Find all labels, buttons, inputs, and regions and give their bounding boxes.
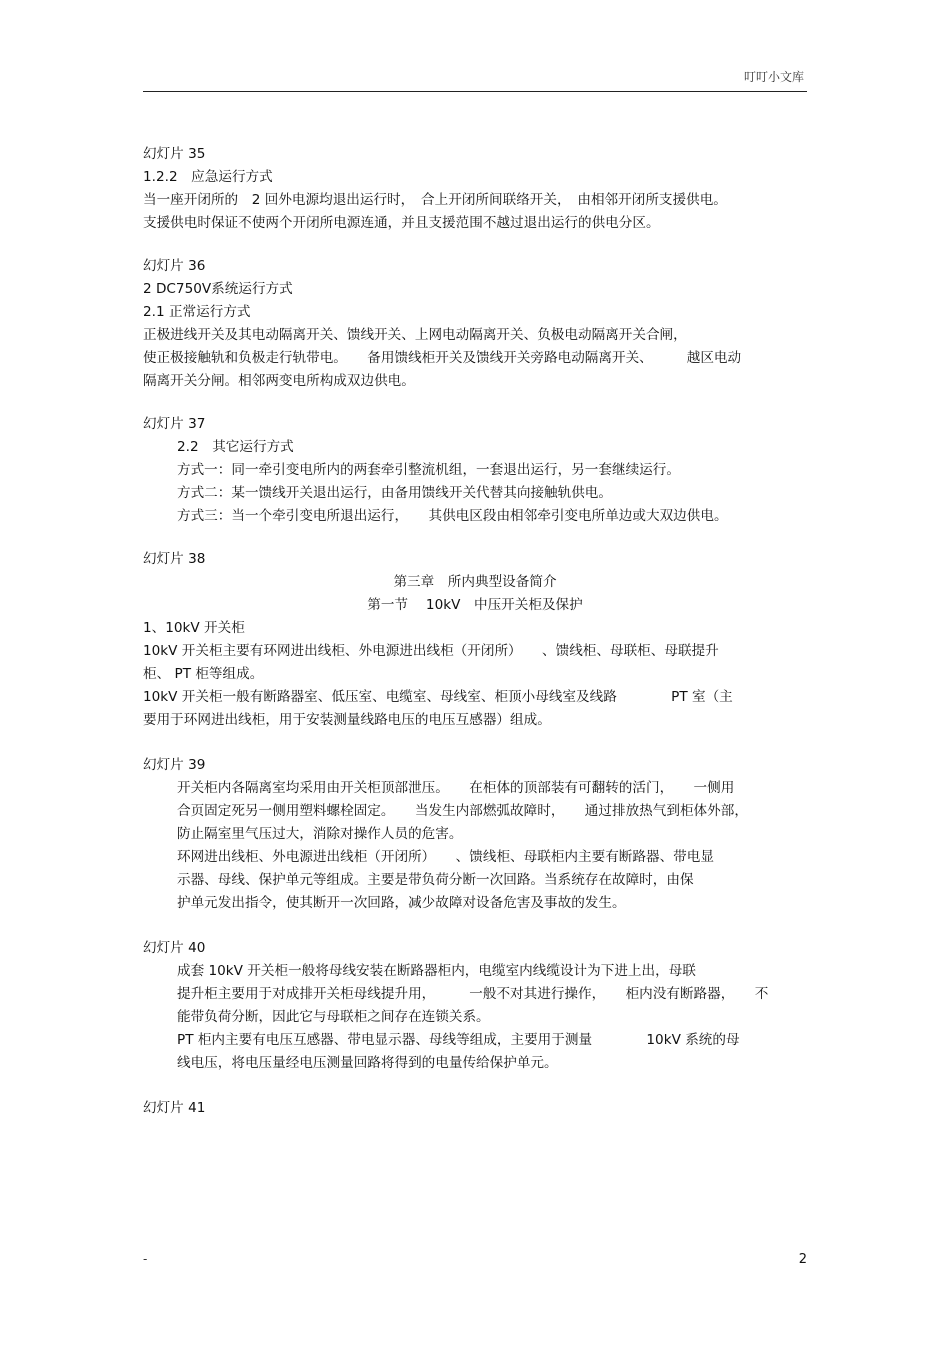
slide-41 xyxy=(143,1097,807,1120)
page-number: 2 xyxy=(798,1252,807,1267)
slide-label: 幻灯片 38 xyxy=(143,551,206,567)
paragraph-line: 环网进出线柜、外电源进出线柜（开闭所） 、馈线柜、母联柜内主要有断路器、带电显 xyxy=(177,849,714,865)
subheading: 2.1 正常运行方式 xyxy=(143,304,251,320)
slide-35 xyxy=(143,143,807,235)
paragraph-line: 护单元发出指令，使其断开一次回路，减少故障对设备危害及事故的发生。 xyxy=(177,895,626,911)
paragraph-line: 10kV 开关柜一般有断路器室、低压室、电缆室、母线室、柜顶小母线室及线路 PT 室（主 xyxy=(143,689,733,705)
paragraph-line: 提升柜主要用于对成排开关柜母线提升用， 一般不对其进行操作， 柜内没有断路器， 不 xyxy=(177,986,769,1002)
paragraph-line: 支援供电时保证不使两个开闭所电源连通，并且支援范围不越过退出运行的供电分区。 xyxy=(143,215,660,231)
paragraph-line: 能带负荷分断，因此它与母联柜之间存在连锁关系。 xyxy=(177,1009,490,1025)
header-rule xyxy=(143,91,807,92)
paragraph-line: 示器、母线、保护单元等组成。主要是带负荷分断一次回路。当系统存在故障时，由保 xyxy=(177,872,694,888)
paragraph-line: 隔离开关分闸。相邻两变电所构成双边供电。 xyxy=(143,373,415,389)
paragraph-line: 开关柜内各隔离室均采用由开关柜顶部泄压。 在柜体的顶部装有可翻转的活门， 一侧用 xyxy=(177,780,735,796)
paragraph-line: 当一座开闭所的 2 回外电源均退出运行时， 合上开闭所间联络开关， 由相邻开闭所支援供电。 xyxy=(143,192,727,208)
chapter-title: 第三章 所内典型设备简介 xyxy=(393,574,557,590)
paragraph-line: 10kV 开关柜主要有环网进出线柜、外电源进出线柜（开闭所） 、馈线柜、母联柜、母联提升 xyxy=(143,643,719,659)
paragraph-line: PT 柜内主要有电压互感器、带电显示器、母线等组成，主要用于测量 10kV 系统的母 xyxy=(177,1032,740,1048)
paragraph-line: 使正极接触轨和负极走行轨带电。 备用馈线柜开关及馈线开关旁路电动隔离开关、 越区电动 xyxy=(143,350,742,366)
subheading: 2.2 其它运行方式 xyxy=(177,439,294,455)
heading: 2 DC750V系统运行方式 xyxy=(143,281,293,297)
paragraph-line: 方式三：当一个牵引变电所退出运行， 其供电区段由相邻牵引变电所单边或大双边供电。 xyxy=(177,508,728,524)
footer-dash: - xyxy=(143,1252,148,1266)
slide-38 xyxy=(143,548,807,732)
slide-36 xyxy=(143,255,807,393)
slide-label: 幻灯片 35 xyxy=(143,146,206,162)
paragraph-line: 要用于环网进出线柜，用于安装测量线路电压的电压互感器）组成。 xyxy=(143,712,551,728)
slide-label: 幻灯片 41 xyxy=(143,1100,206,1116)
slide-label: 幻灯片 37 xyxy=(143,416,206,432)
slide-40 xyxy=(143,937,807,1075)
subheading: 1.2.2 应急运行方式 xyxy=(143,169,273,185)
paragraph-line: 柜、 PT 柜等组成。 xyxy=(143,666,264,682)
paragraph-line: 成套 10kV 开关柜一般将母线安装在断路器柜内，电缆室内线缆设计为下进上出，母联 xyxy=(177,963,696,979)
paragraph-line: 方式二：某一馈线开关退出运行，由备用馈线开关代替其向接触轨供电。 xyxy=(177,485,612,501)
section-title: 第一节 10kV 中压开关柜及保护 xyxy=(367,597,583,613)
slide-label: 幻灯片 40 xyxy=(143,940,206,956)
header-brand: 叮叮小文库 xyxy=(743,70,804,84)
document-body xyxy=(143,143,807,1120)
slide-39 xyxy=(143,754,807,915)
paragraph-line: 防止隔室里气压过大，消除对操作人员的危害。 xyxy=(177,826,463,842)
paragraph-line: 合页固定死另一侧用塑料螺栓固定。 当发生内部燃弧故障时， 通过排放热气到柜体外部， xyxy=(177,803,748,819)
slide-label: 幻灯片 39 xyxy=(143,757,206,773)
paragraph-line: 线电压，将电压量经电压测量回路将得到的电量传给保护单元。 xyxy=(177,1055,558,1071)
subheading: 1、10kV 开关柜 xyxy=(143,620,245,636)
slide-label: 幻灯片 36 xyxy=(143,258,206,274)
slide-37 xyxy=(143,413,807,528)
paragraph-line: 正极进线开关及其电动隔离开关、馈线开关、上网电动隔离开关、负极电动隔离开关合闸， xyxy=(143,327,687,343)
paragraph-line: 方式一：同一牵引变电所内的两套牵引整流机组，一套退出运行，另一套继续运行。 xyxy=(177,462,680,478)
